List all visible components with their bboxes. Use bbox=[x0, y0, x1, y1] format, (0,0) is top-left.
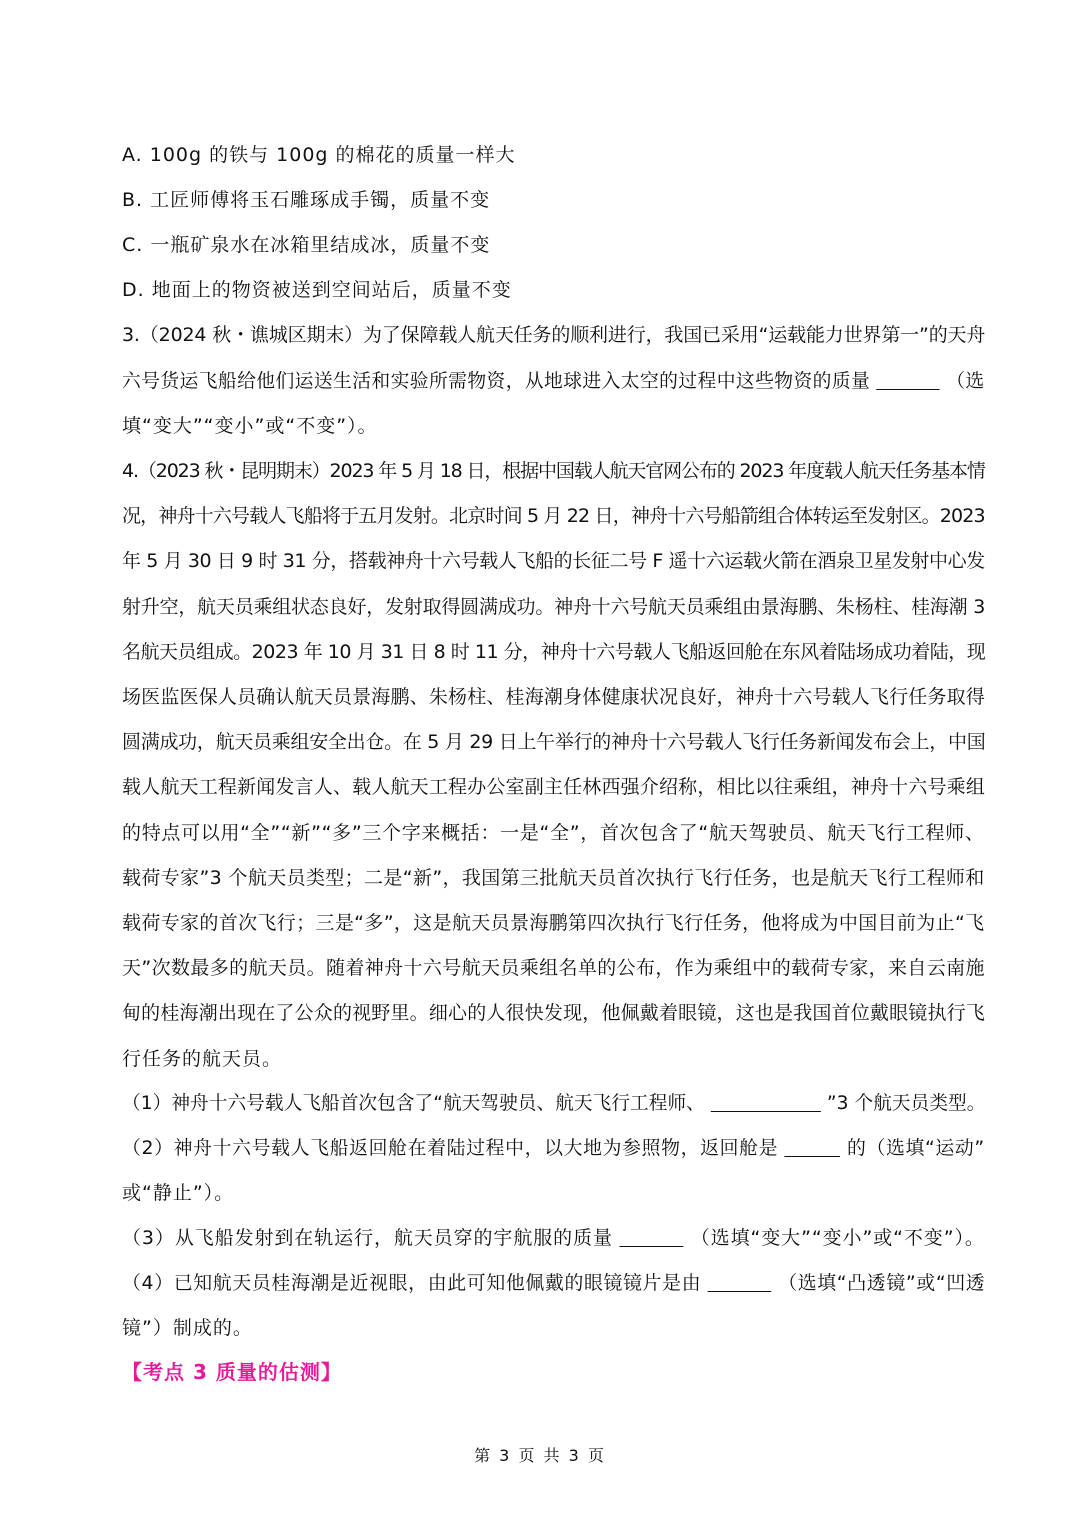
sub-question-text: （2）神舟十六号载人飞船返回舱在着陆过程中，以大地为参照物，返回舱是 bbox=[122, 1137, 779, 1159]
question-4-sub-4-cont: 镜”）制成的。 bbox=[122, 1317, 253, 1339]
question-4-sub-3 bbox=[122, 1223, 985, 1250]
option-b: B. 工匠师傅将玉石雕琢成手镯，质量不变 bbox=[122, 189, 491, 211]
sub-question-text: （3）从飞船发射到在轨运行，航天员穿的宇航服的质量 bbox=[122, 1227, 613, 1249]
passage-line: 行任务的航天员。 bbox=[122, 1047, 283, 1070]
passage-line: 场医监医保人员确认航天员景海鹏、朱杨柱、桂海潮身体健康状况良好，神舟十六号载人飞行任务取得 bbox=[122, 686, 986, 708]
section-heading: 【考点 3 质量的估测】 bbox=[122, 1360, 342, 1384]
passage-line: 圆满成功，航天员乘组安全出仓。在 5 月 29 日上午举行的神舟十六号载人飞行任务新闻发布会上，中国 bbox=[122, 731, 986, 754]
sub-question-text: （1）神舟十六号载人飞船首次包含了“航天驾驶员、航天飞行工程师、 bbox=[122, 1092, 705, 1114]
question-4-sub-4 bbox=[122, 1268, 985, 1295]
question-3-line-2 bbox=[122, 366, 985, 393]
sub-question-text-tail: 的（选填“运动” bbox=[846, 1137, 985, 1159]
passage-line: 载荷专家”3 个航天员类型；二是“新”，我国第三批航天员首次执行飞行任务，也是航天飞行工程师和 bbox=[122, 866, 985, 889]
passage-line: 载荷专家的首次飞行；三是“多”，这是航天员景海鹏第四次执行飞行任务，他将成为中国目前为止“飞 bbox=[122, 912, 985, 934]
passage-line: 天”次数最多的航天员。随着神舟十六号航天员乘组名单的公布，作为乘组中的载荷专家，来自云南施 bbox=[122, 957, 985, 980]
passage-line: 况，神舟十六号载人飞船将于五月发射。北京时间 5 月 22 日，神舟十六号船箭组合体转运至发射区。2023 bbox=[122, 505, 985, 528]
answer-blank bbox=[877, 370, 940, 390]
question-4-sub-2 bbox=[122, 1133, 985, 1160]
page-footer: 第 3 页 共 3 页 bbox=[474, 1446, 606, 1465]
question-3-text-tail: （选 bbox=[946, 370, 985, 392]
passage-line: 射升空，航天员乘组状态良好，发射取得圆满成功。神舟十六号航天员乘组由景海鹏、朱杨柱、桂海潮 3 bbox=[122, 595, 986, 618]
answer-blank bbox=[620, 1227, 684, 1247]
answer-blank bbox=[708, 1272, 772, 1292]
question-3-line-3: 填“变大”“变小”或“不变”）。 bbox=[122, 415, 378, 437]
option-c: C. 一瓶矿泉水在冰箱里结成冰，质量不变 bbox=[122, 234, 491, 256]
sub-question-text-tail: ”3 个航天员类型。 bbox=[826, 1092, 986, 1114]
passage-line: 年 5 月 30 日 9 时 31 分，搭载神舟十六号载人飞船的长征二号 F 遥十六运载火箭在酒泉卫星发射中心发 bbox=[122, 550, 985, 573]
answer-blank bbox=[711, 1092, 821, 1112]
question-3-text: 六号货运飞船给他们运送生活和实验所需物资，从地球进入太空的过程中这些物资的质量 bbox=[122, 370, 871, 392]
sub-question-text-tail: （选填“变大”“变小”或“不变”）。 bbox=[690, 1227, 985, 1249]
passage-line: 名航天员组成。2023 年 10 月 31 日 8 时 11 分，神舟十六号载人飞船返回舱在东风着陆场成功着陆，现 bbox=[122, 640, 986, 663]
passage-line: 甸的桂海潮出现在了公众的视野里。细心的人很快发现，他佩戴着眼镜，这也是我国首位戴眼镜执行飞 bbox=[122, 1002, 986, 1025]
passage-line: 4.（2023 秋・昆明期末）2023 年 5 月 18 日，根据中国载人航天官网公布的 2023 年度载人航天任务基本情 bbox=[122, 460, 985, 482]
question-3-line-1: 3.（2024 秋・谯城区期末）为了保障载人航天任务的顺利进行，我国已采用“运载能力世界第一”的天舟 bbox=[122, 324, 986, 346]
question-4-sub-1 bbox=[122, 1088, 985, 1115]
option-a: A. 100g 的铁与 100g 的棉花的质量一样大 bbox=[122, 144, 516, 166]
passage-line: 的特点可以用“全”“新”“多”三个字来概括：一是“全”，首次包含了“航天驾驶员、航天飞行工程师、 bbox=[122, 821, 985, 844]
answer-blank bbox=[785, 1137, 841, 1157]
option-d: D. 地面上的物资被送到空间站后，质量不变 bbox=[122, 279, 512, 301]
passage-line: 载人航天工程新闻发言人、载人航天工程办公室副主任林西强介绍称，相比以往乘组，神舟十六号乘组 bbox=[122, 776, 986, 799]
sub-question-text-tail: （选填“凸透镜”或“凹透 bbox=[778, 1272, 986, 1294]
question-4-sub-2-cont: 或“静止”）。 bbox=[122, 1182, 235, 1204]
sub-question-text: （4）已知航天员桂海潮是近视眼，由此可知他佩戴的眼镜镜片是由 bbox=[122, 1272, 702, 1294]
